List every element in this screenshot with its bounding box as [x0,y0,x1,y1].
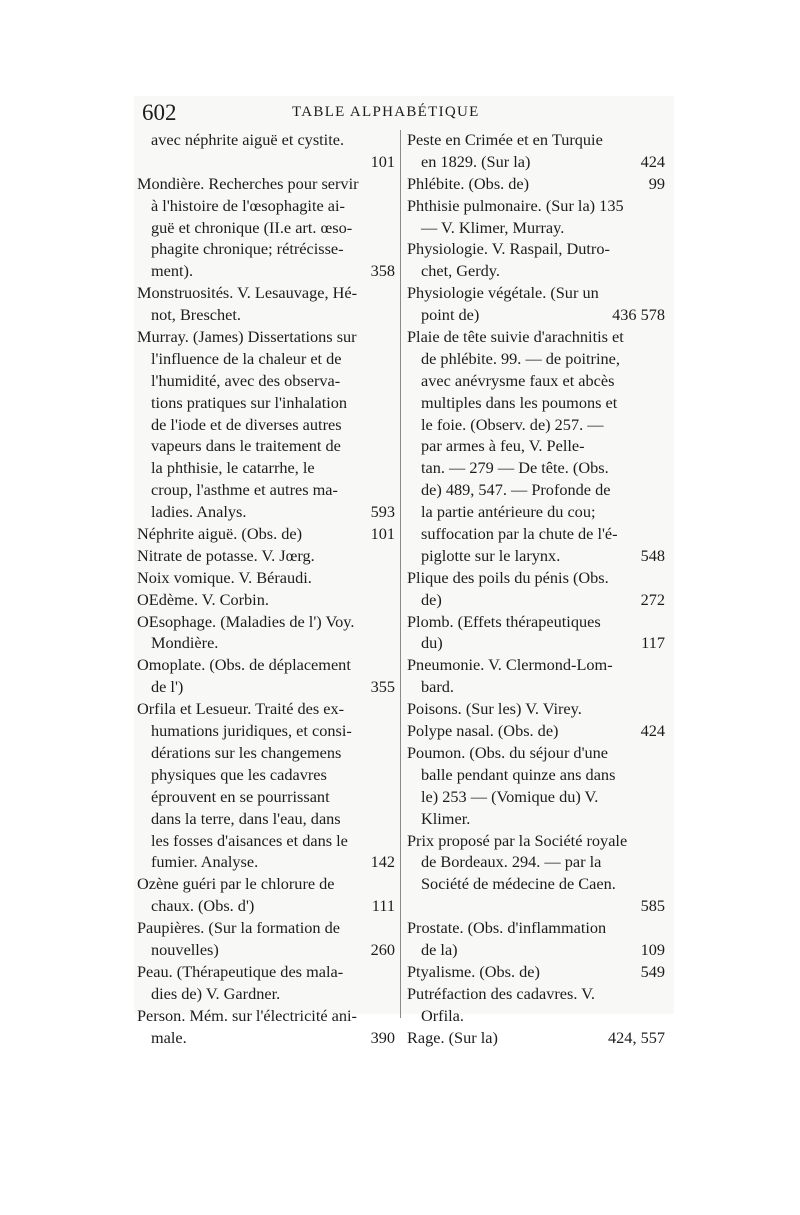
index-line [407,260,665,282]
index-line-text: Néphrite aiguë. (Obs. de) 101 [137,524,395,544]
index-line [407,939,665,961]
index-line [407,457,665,479]
index-line [407,632,665,654]
index-line [407,917,665,939]
index-line [407,720,665,742]
index-line-text: Mondière. Recherches pour servir [137,173,359,193]
index-line [137,611,395,633]
index-line-text: dérations sur les changemens [151,742,342,762]
index-line [137,917,395,939]
index-line-text: suffocation par la chute de l'é- [421,524,618,544]
index-line [137,457,395,479]
index-line [407,1027,665,1049]
index-line-text: Noix vomique. V. Béraudi. [137,567,312,587]
index-line-text: de l'iode et de diverses autres [151,414,342,434]
index-line [407,501,665,523]
index-line [407,830,665,852]
index-line-text: Putréfaction des cadavres. V. [407,983,595,1003]
index-line [137,501,395,523]
index-line [137,961,395,983]
index-line-text: le foie. (Observ. de) 257. — [421,414,604,434]
index-line-text: fumier. Analyse. 142 [151,852,395,872]
index-line-text: en 1829. (Sur la) 424 [421,151,665,171]
index-line-text: nouvelles) 260 [151,939,395,959]
index-line [137,195,395,217]
index-line [137,830,395,852]
index-line [137,589,395,611]
index-line-text: éprouvent en se pourrissant [151,786,330,806]
index-line-text: Nitrate de potasse. V. Jœrg. [137,545,315,565]
index-line [407,523,665,545]
index-line-text: multiples dans les poumons et [421,392,618,412]
index-line-text: 101 [370,151,395,171]
index-line [407,304,665,326]
index-line-text: 585 [640,896,665,916]
index-line-text: — V. Klimer, Murray. [421,217,565,237]
index-line [407,873,665,895]
index-line-text: Physiologie. V. Raspail, Dutro- [407,239,610,259]
index-line [407,1005,665,1027]
index-line-text: bard. [421,677,454,697]
index-line [407,786,665,808]
index-line-text: Klimer. [421,808,471,828]
index-line [137,304,395,326]
index-line [407,611,665,633]
index-line-text: Orfila. [421,1005,464,1025]
index-line-text: point de) 436 578 [421,305,665,325]
index-line [137,567,395,589]
index-line-text: avec néphrite aiguë et cystite. [151,130,345,149]
index-line [137,523,395,545]
index-line [137,392,395,414]
index-line-text: de) 272 [421,589,665,609]
index-line [407,348,665,370]
running-title: TABLE ALPHABÉTIQUE [292,104,480,120]
index-line [137,873,395,895]
index-line-text: Prostate. (Obs. d'inflammation [407,918,607,938]
index-line-text: Société de médecine de Caen. [421,874,616,894]
index-line-text: Monstruosités. V. Lesauvage, Hé- [137,283,358,303]
index-line-text: tions pratiques sur l'inhalation [151,392,348,412]
index-line-text: Plomb. (Effets thérapeutiques [407,611,601,631]
index-line [137,654,395,676]
column-divider [400,130,401,1018]
index-line-text: Paupières. (Sur la formation de [137,918,341,938]
index-line-text: dans la terre, dans l'eau, dans [151,808,341,828]
index-line [407,545,665,567]
page-number: 602 [142,100,177,125]
right-column [407,129,665,1048]
index-line-text: male. 390 [151,1027,395,1047]
index-line [137,173,395,195]
index-line [137,479,395,501]
index-line [407,326,665,348]
index-line [137,260,395,282]
index-line-text: Prix proposé par la Société royale [407,830,628,850]
index-line-text: guë et chronique (II.e art. œso- [151,217,353,237]
index-line-text: Poumon. (Obs. du séjour d'une [407,742,609,762]
index-line [407,370,665,392]
index-line [407,961,665,983]
index-line [407,698,665,720]
index-line-text: OEdème. V. Corbin. [137,589,269,609]
index-line-text: l'humidité, avec des observa- [151,370,341,390]
index-line-text: physiques que les cadavres [151,764,327,784]
index-line-text: Phlébite. (Obs. de) 99 [407,173,665,193]
index-line [137,545,395,567]
index-line [407,217,665,239]
index-line-text: Omoplate. (Obs. de déplacement [137,655,351,675]
index-line-text: Rage. (Sur la) 424, 557 [407,1027,665,1047]
index-line [137,326,395,348]
index-line [137,435,395,457]
index-line-text: chaux. (Obs. d') 111 [151,896,395,916]
index-line-text: ladies. Analys. 593 [151,502,395,522]
index-line [407,808,665,830]
index-line [137,851,395,873]
index-line-text: piglotte sur le larynx. 548 [421,545,665,565]
index-line [137,720,395,742]
index-line-text: de) 489, 547. — Profonde de [421,480,611,500]
index-line [407,151,665,173]
index-line [407,983,665,1005]
left-column [137,129,395,1048]
index-line [137,238,395,260]
index-line-text: Poisons. (Sur les) V. Virey. [407,699,582,719]
index-line-text: ment). 358 [151,261,395,281]
index-line [137,414,395,436]
index-line-text: Polype nasal. (Obs. de) 424 [407,721,665,741]
index-line-text: à l'histoire de l'œsophagite ai- [151,195,345,215]
index-line-text: Mondière. [151,633,219,653]
index-line-text: Phthisie pulmonaire. (Sur la) 135 [407,195,624,215]
index-line [137,939,395,961]
page-header [142,98,668,132]
index-line [407,895,665,917]
index-line [137,698,395,720]
index-line-text: tan. — 279 — De tête. (Obs. [421,458,609,478]
index-line [407,435,665,457]
index-line [137,217,395,239]
index-line-text: Orfila et Lesueur. Traité des ex- [137,699,345,719]
index-line [137,895,395,917]
index-line-text: humations juridiques, et consi- [151,721,352,741]
index-line-text: par armes à feu, V. Pelle- [421,436,585,456]
index-line [407,654,665,676]
index-line [137,348,395,370]
index-line [137,764,395,786]
index-line-text: Ptyalisme. (Obs. de) 549 [407,961,665,981]
index-line-text: de la) 109 [421,939,665,959]
index-line [407,195,665,217]
index-line-text: chet, Gerdy. [421,261,500,281]
index-line-text: Plaie de tête suivie d'arachnitis et [407,327,624,347]
index-line-text: Murray. (James) Dissertations sur [137,327,357,347]
index-line [137,786,395,808]
index-line-text: avec anévrysme faux et abcès [421,370,615,390]
index-line-text: Peau. (Thérapeutique des mala- [137,961,344,981]
index-line [137,742,395,764]
index-line [137,129,395,151]
index-line [407,851,665,873]
index-line [137,632,395,654]
index-line-text: Pneumonie. V. Clermond-Lom- [407,655,613,675]
index-line [137,151,395,173]
index-line-text: la phthisie, le catarrhe, le [151,458,315,478]
index-line [137,370,395,392]
index-line-text: l'influence de la chaleur et de [151,348,342,368]
index-line [407,238,665,260]
index-line [137,1027,395,1049]
index-line-text: le) 253 — (Vomique du) V. [421,786,599,806]
index-line [407,589,665,611]
index-line-text: les fosses d'aisances et dans le [151,830,348,850]
index-line-text: vapeurs dans le traitement de [151,436,341,456]
index-line [407,282,665,304]
index-line-text: la partie antérieure du cou; [421,502,596,522]
index-line [407,173,665,195]
index-line [137,808,395,830]
index-line-text: OEsophage. (Maladies de l') Voy. [137,611,355,631]
index-line-text: balle pendant quinze ans dans [421,764,616,784]
index-line-text: de phlébite. 99. — de poitrine, [421,348,620,368]
index-line [407,392,665,414]
index-line-text: du) 117 [421,633,665,653]
index-line [407,567,665,589]
index-line [137,983,395,1005]
index-line-text: croup, l'asthme et autres ma- [151,480,338,500]
index-line [137,1005,395,1027]
index-line-text: Ozène guéri par le chlorure de [137,874,335,894]
index-line [407,742,665,764]
index-line [407,129,665,151]
index-line-text: phagite chronique; rétrécisse- [151,239,344,259]
index-line [407,764,665,786]
index-line-text: Person. Mém. sur l'électricité ani- [137,1005,357,1025]
index-line-text: not, Breschet. [151,305,241,325]
index-line-text: de l') 355 [151,677,395,697]
index-line [407,479,665,501]
index-line [407,414,665,436]
index-line-text: dies de) V. Gardner. [151,983,281,1003]
index-line-text: Plique des poils du pénis (Obs. [407,567,609,587]
index-line-text: de Bordeaux. 294. — par la [421,852,602,872]
index-line-text: Peste en Crimée et en Turquie [407,130,603,149]
index-line [407,676,665,698]
index-line [137,676,395,698]
index-line [137,282,395,304]
index-line-text: Physiologie végétale. (Sur un [407,283,599,303]
